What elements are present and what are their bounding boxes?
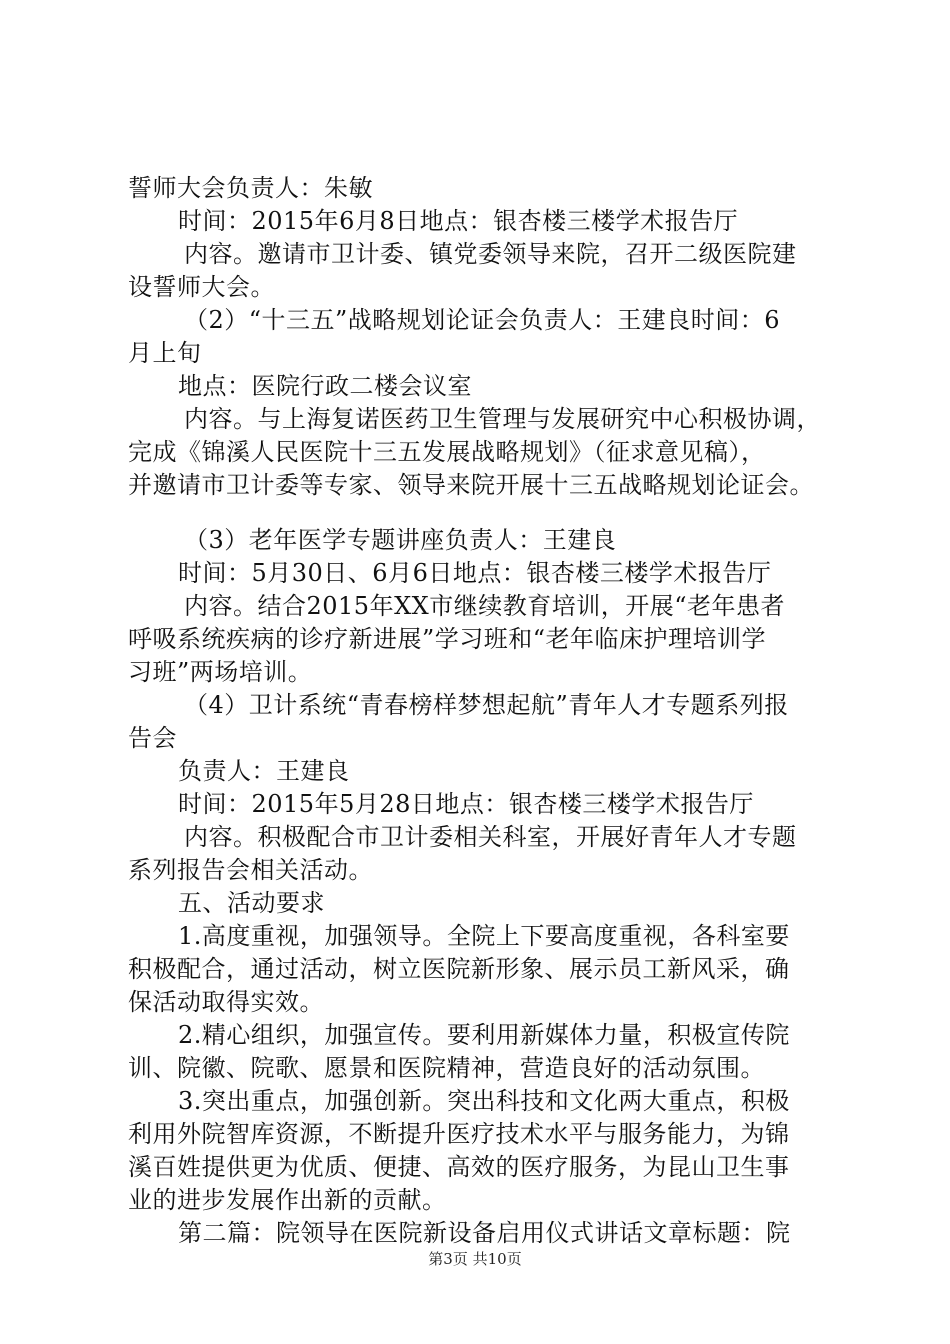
page-number: 第3页 共10页 bbox=[428, 1250, 522, 1268]
paragraph-spacer bbox=[128, 502, 838, 524]
document-body bbox=[128, 172, 838, 1250]
text-line: 保活动取得实效。 bbox=[128, 988, 324, 1016]
text-line: 系列报告会相关活动。 bbox=[128, 856, 373, 884]
text-line: 习班”两场培训。 bbox=[128, 658, 313, 686]
text-line: 内容。积极配合市卫计委相关科室，开展好青年人才专题 bbox=[184, 823, 797, 851]
text-line: 第二篇：院领导在医院新设备启用仪式讲话文章标题：院 bbox=[178, 1219, 791, 1247]
text-line: 3.突出重点，加强创新。突出科技和文化两大重点，积极 bbox=[178, 1087, 790, 1115]
text-line: 时间：2015年6月8日地点：银杏楼三楼学术报告厅 bbox=[178, 207, 739, 235]
text-line: 月上旬 bbox=[128, 339, 202, 367]
text-line: 地点：医院行政二楼会议室 bbox=[178, 372, 472, 400]
text-line: 完成《锦溪人民医院十三五发展战略规划》（征求意见稿）， bbox=[128, 438, 766, 466]
text-line: 呼吸系统疾病的诊疗新进展”学习班和“老年临床护理培训学 bbox=[128, 625, 767, 653]
text-line: 溪百姓提供更为优质、便捷、高效的医疗服务，为昆山卫生事 bbox=[128, 1153, 790, 1181]
section-heading: 五、活动要求 bbox=[178, 889, 325, 917]
text-line: 时间：5月30日、6月6日地点：银杏楼三楼学术报告厅 bbox=[178, 559, 772, 587]
text-line: 业的进步发展作出新的贡献。 bbox=[128, 1186, 447, 1214]
text-line: 誓师大会负责人：朱敏 bbox=[128, 174, 373, 202]
text-line: （2）“十三五”战略规划论证会负责人：王建良时间：6 bbox=[184, 306, 781, 334]
text-line: 负责人：王建良 bbox=[178, 757, 350, 785]
text-line: 1.高度重视，加强领导。全院上下要高度重视，各科室要 bbox=[178, 922, 790, 950]
text-line: 并邀请市卫计委等专家、领导来院开展十三五战略规划论证会。 bbox=[128, 471, 814, 499]
text-line: 设誓师大会。 bbox=[128, 273, 275, 301]
text-line: 告会 bbox=[128, 724, 177, 752]
text-line: （3）老年医学专题讲座负责人：王建良 bbox=[184, 526, 617, 554]
text-line: 内容。结合2015年XX市继续教育培训，开展“老年患者 bbox=[184, 592, 786, 620]
text-line: 时间：2015年5月28日地点：银杏楼三楼学术报告厅 bbox=[178, 790, 754, 818]
text-line: 内容。与上海复诺医药卫生管理与发展研究中心积极协调， bbox=[184, 405, 821, 433]
text-line: 积极配合，通过活动，树立医院新形象、展示员工新风采，确 bbox=[128, 955, 790, 983]
text-line: 内容。邀请市卫计委、镇党委领导来院，召开二级医院建 bbox=[184, 240, 797, 268]
text-line: 利用外院智库资源，不断提升医疗技术水平与服务能力，为锦 bbox=[128, 1120, 790, 1148]
text-line: 训、院徽、院歌、愿景和医院精神，营造良好的活动氛围。 bbox=[128, 1054, 765, 1082]
text-line: （4）卫计系统“青春榜样梦想起航”青年人才专题系列报 bbox=[184, 691, 789, 719]
text-line: 2.精心组织，加强宣传。要利用新媒体力量，积极宣传院 bbox=[178, 1021, 790, 1049]
